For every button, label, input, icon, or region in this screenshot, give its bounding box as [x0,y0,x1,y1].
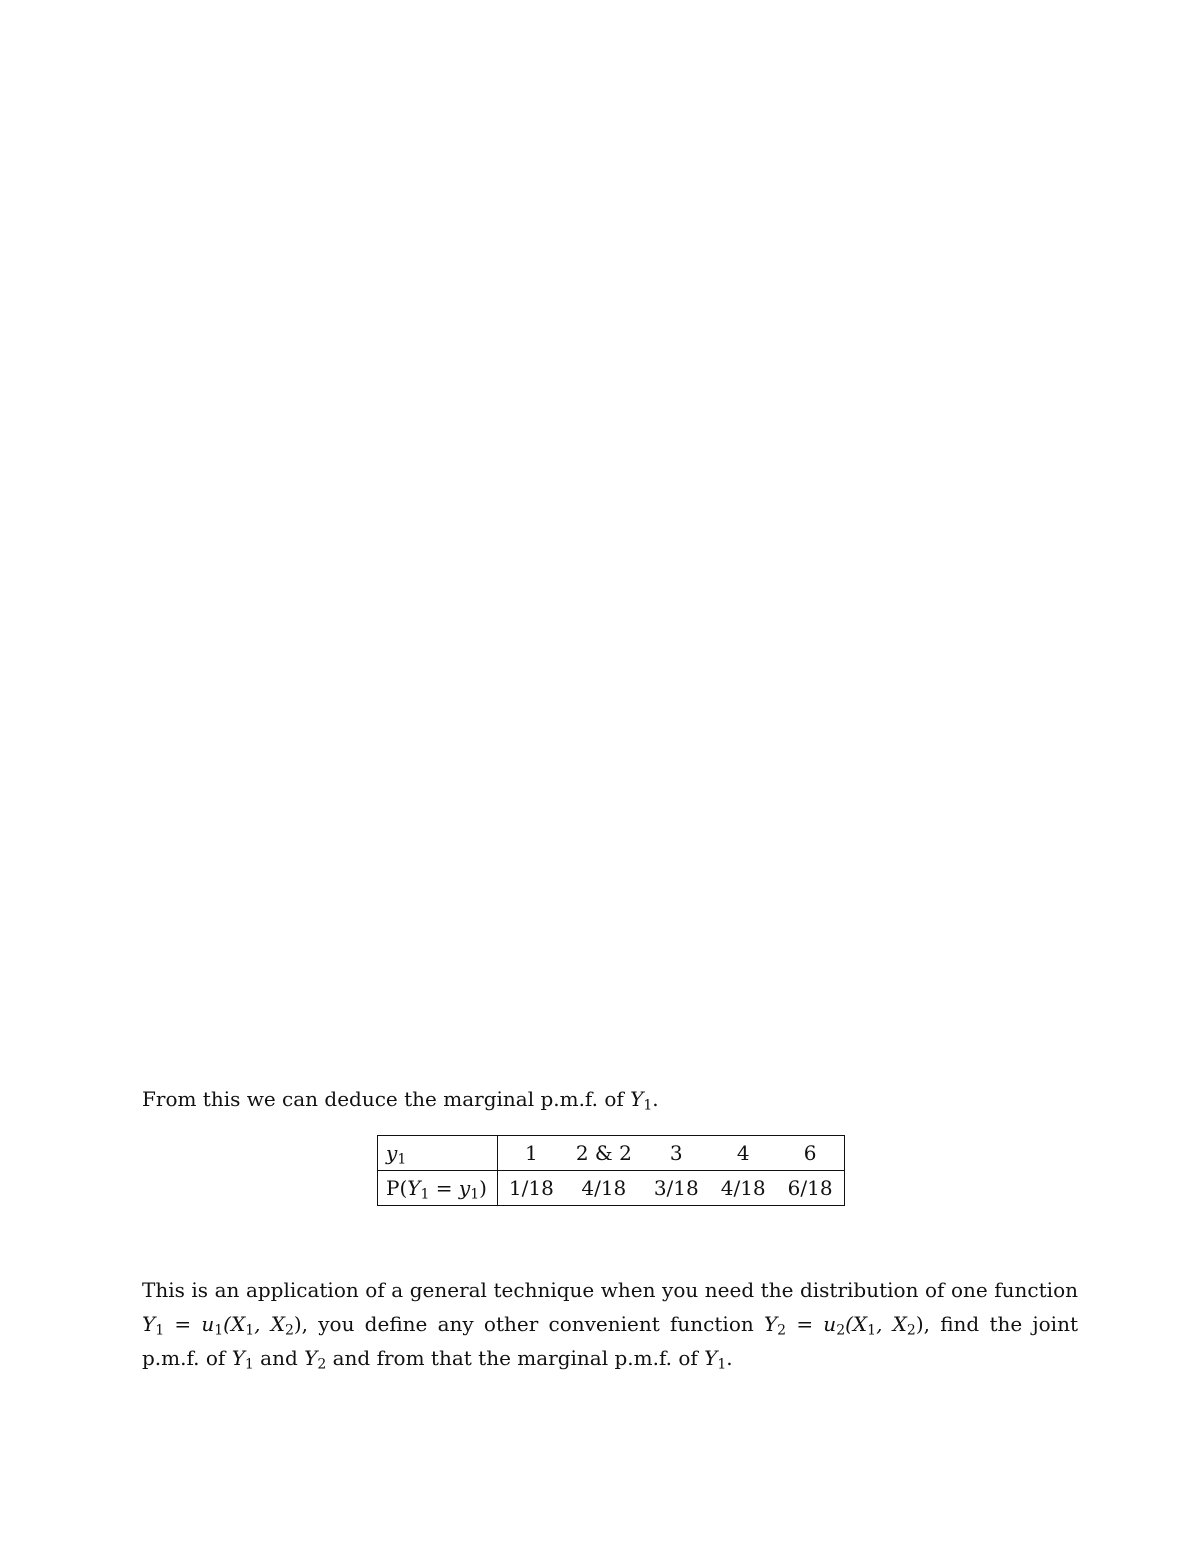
probability-cell: 3/18 [643,1171,710,1206]
value-cell: 3 [669,1141,683,1165]
value-cell: 6 [803,1141,817,1165]
probability-cell: 6/18 [777,1171,844,1206]
table-row-probabilities [378,1171,845,1206]
table-row-values [378,1136,845,1171]
probability-cell: 1/18 [497,1171,564,1206]
probability-cell: 4/18 [710,1171,777,1206]
intro-paragraph [142,1084,1082,1114]
intro-text: From this we can deduce the marginal p.m.f. of [142,1087,624,1111]
pmf-table-wrapper [377,1135,845,1206]
probability-cell: 4/18 [565,1171,643,1206]
intro-end: . [652,1087,659,1111]
value-cell: 4 [736,1141,750,1165]
conclusion-paragraph: This is an application of a general technique when you need the distribution of one function $Y_1 = u_1(X_1$, $X_2$), you define any other convenient function $Y_2 = u_2(X_1$, $X_2$), find the joint p.m.f. of $Y_1$ and $Y_2$ and from that the marginal p.m.f. of $Y_1$. [142,1278,1078,1373]
intro-var: Y [630,1087,644,1111]
row-label-y1: $y_1$ [378,1136,498,1171]
value-cell: 2 & 2 [575,1141,632,1165]
row-label-probability: $P(Y_1 = y_1)$ [378,1171,498,1206]
value-cell: 1 [525,1141,538,1165]
marginal-pmf-table [377,1135,845,1206]
intro-sub: 1 [643,1097,653,1114]
